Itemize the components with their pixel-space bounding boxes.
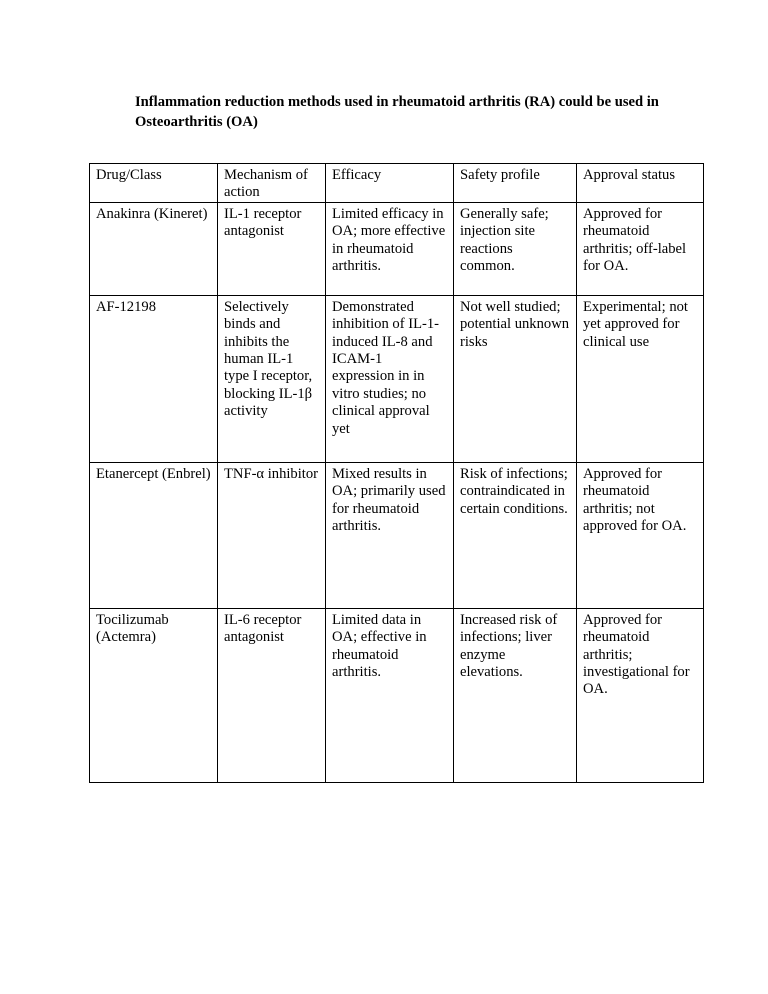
cell-efficacy: Mixed results in OA; primarily used for rheumatoid arthritis. [326,462,454,608]
cell-mechanism: IL-1 receptor antagonist [218,202,326,295]
cell-drug-class: Anakinra (Kineret) [90,202,218,295]
cell-efficacy: Demonstrated inhibition of IL-1-induced IL-8 and ICAM-1 expression in in vitro studies; no clinical approval yet [326,295,454,462]
cell-efficacy: Limited data in OA; effective in rheumatoid arthritis. [326,608,454,782]
cell-safety: Risk of infections; contraindicated in certain conditions. [454,462,577,608]
table-row [90,608,704,782]
cell-safety: Increased risk of infections; liver enzyme elevations. [454,608,577,782]
cell-approval: Approved for rheumatoid arthritis; off-label for OA. [577,202,704,295]
header-efficacy: Efficacy [326,164,454,203]
table-row [90,295,704,462]
cell-approval: Approved for rheumatoid arthritis; not approved for OA. [577,462,704,608]
cell-safety: Generally safe; injection site reactions common. [454,202,577,295]
header-approval: Approval status [577,164,704,203]
cell-drug-class: Tocilizumab (Actemra) [90,608,218,782]
cell-drug-class: AF-12198 [90,295,218,462]
cell-mechanism: TNF-α inhibitor [218,462,326,608]
drug-comparison-table [89,163,704,783]
cell-mechanism: Selectively binds and inhibits the human IL-1 type I receptor, blocking IL-1β activity [218,295,326,462]
header-drug-class: Drug/Class [90,164,218,203]
cell-drug-class: Etanercept (Enbrel) [90,462,218,608]
cell-mechanism: IL-6 receptor antagonist [218,608,326,782]
table-row [90,462,704,608]
table-header-row [90,164,704,203]
table-row [90,202,704,295]
cell-efficacy: Limited efficacy in OA; more effective in rheumatoid arthritis. [326,202,454,295]
cell-safety: Not well studied; potential unknown risks [454,295,577,462]
document-title: Inflammation reduction methods used in rheumatoid arthritis (RA) could be used in Osteoarthritis (OA) [135,94,659,130]
header-safety: Safety profile [454,164,577,203]
header-mechanism: Mechanism of action [218,164,326,203]
cell-approval: Approved for rheumatoid arthritis; investigational for OA. [577,608,704,782]
cell-approval: Experimental; not yet approved for clinical use [577,295,704,462]
